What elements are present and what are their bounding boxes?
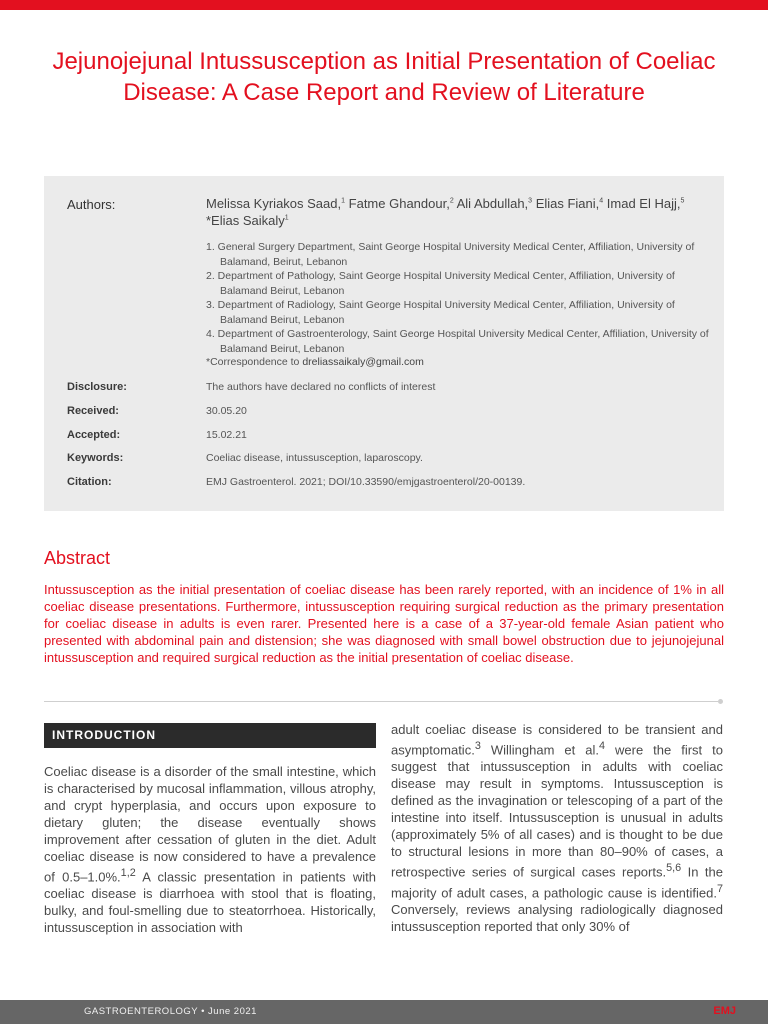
abstract-heading: Abstract [44,548,111,568]
accepted-label: Accepted: [67,429,121,441]
divider-end-dot [718,699,723,704]
authors-label: Authors: [67,197,116,212]
affiliation-item: 2. Department of Pathology, Saint George Hospital University Medical Center, Affiliation, University of Balamand Beirut, Lebanon [206,270,675,297]
correspondence-email[interactable]: dreliassaikaly@gmail.com [302,356,424,368]
footer-separator: • [201,1006,205,1017]
footer-date: June 2021 [208,1006,257,1017]
citation-value: EMJ Gastroenterol. 2021; DOI/10.33590/emjgastroenterol/20-00139. [206,476,526,488]
citation-label: Citation: [67,476,112,488]
correspondence [206,356,424,368]
top-accent-bar [0,0,768,10]
footer-journal-info [84,1006,257,1017]
received-label: Received: [67,405,119,417]
keywords-value: Coeliac disease, intussusception, laparoscopy. [206,452,423,464]
affiliation-item: 4. Department of Gastroenterology, Saint George Hospital University Medical Center, Affiliation, University of Balamand Beirut, Lebanon [206,328,709,355]
correspondence-prefix: *Correspondence to [206,356,303,368]
footer-journal: GASTROENTEROLOGY [84,1006,198,1017]
authors-list: Melissa Kyriakos Saad,$^1$ Fatme Ghandour,$^2$ Ali Abdullah,$^3$ Elias Fiani,$^4$ Imad El Hajj,$^5$ *Elias Saikaly$^1$ [206,196,685,228]
introduction-column-left: Coeliac disease is a disorder of the small intestine, which is characterised by mucosal inflammation, villous atrophy, and crypt hyperplasia, and occurs upon exposure to dietary gluten; the disease eventually shows improvement after cessation of gluten in the diet. Adult coeliac disease is now considered to have a prevalence of 0.5–1.0%.$^{1,2}$ A classic presentation in patients with coeliac disease is diarrhoea with stool that is floating, bulky, and foul-smelling due to steatorrhoea. Historically, intussusception in association with [44,764,376,936]
keywords-label: Keywords: [67,452,124,464]
accepted-value: 15.02.21 [206,429,247,441]
article-info-box [44,176,724,511]
introduction-heading: INTRODUCTION [44,723,376,748]
disclosure-value: The authors have declared no conflicts of interest [206,381,436,393]
disclosure-label: Disclosure: [67,381,127,393]
article-title: Jejunojejunal Intussusception as Initial Presentation of Coeliac Disease: A Case Report and Review of Literature [52,48,716,106]
affiliations-list [206,240,711,356]
abstract-text: Intussusception as the initial presentation of coeliac disease has been rarely reported, with an incidence of 1% in all coeliac disease presentations. Furthermore, intussusception requiring surgical reduction as the primary presentation for coeliac disease in adults is even rarer. Presented here is a case of a 37-year-old female Asian patient who presented with abdominal pain and distension; she was diagnosed with small bowel obstruction due to jejunojejunal intussusception and required surgical reduction as the initial presentation of coeliac disease. [44,582,724,665]
received-value: 30.05.20 [206,405,247,417]
affiliation-item: 1. General Surgery Department, Saint George Hospital University Medical Center, Affiliation, University of Balamand, Beirut, Lebanon [206,241,695,268]
emj-logo: EMJ [713,1005,736,1017]
introduction-column-right: adult coeliac disease is considered to be transient and asymptomatic.$^3$ Willingham et al.$^4$ were the first to suggest that intussusception in adults with coeliac disease may result in symptoms. Intussusception is defined as the invagination or telescoping of a part of the intestine into itself. Intussusception is unusual in adults (approximately 5% of all cases) and is thought to be due to structural lesions in more than 80–90% of cases, a retrospective series of surgical cases reports.$^{5,6}$ In the majority of adult cases, a pathologic cause is identified.$^7$ Conversely, reviews analysing radiologically diagnosed intussusception reported that only 30% of [391,722,723,934]
affiliation-item: 3. Department of Radiology, Saint George Hospital University Medical Center, Affiliation, University of Balamand Beirut, Lebanon [206,299,675,326]
section-divider [44,701,718,702]
page-footer [0,1000,768,1024]
